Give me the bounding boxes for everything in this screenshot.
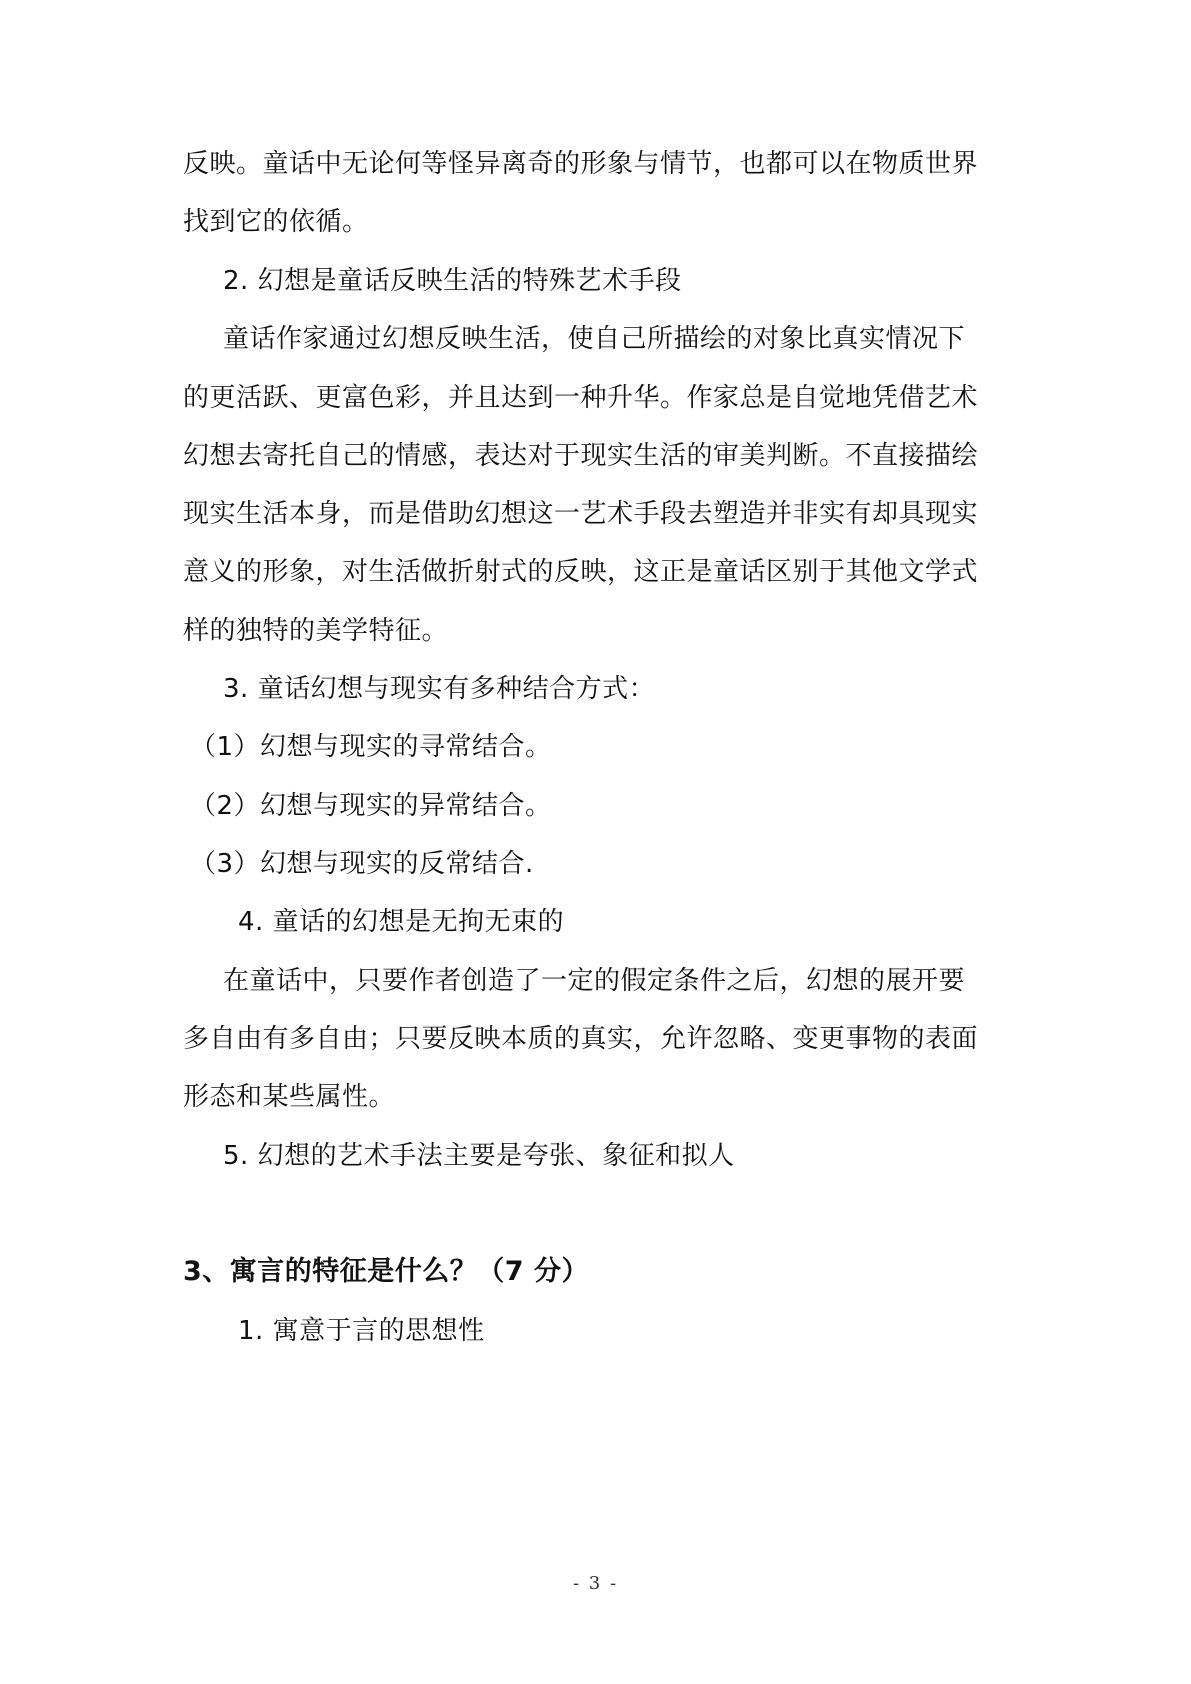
list-item-heading: 2. 幻想是童话反映生活的特殊艺术手段 <box>223 266 682 296</box>
paragraph-line: 样的独特的美学特征。 <box>183 616 449 646</box>
list-item-heading: 3. 童话幻想与现实有多种结合方式： <box>223 674 656 704</box>
paragraph-line: 找到它的依循。 <box>183 207 369 237</box>
list-item-heading: 1. 寓意于言的思想性 <box>238 1316 485 1346</box>
sub-list-item: （3）幻想与现实的反常结合. <box>190 849 534 879</box>
question-heading: 3、寓言的特征是什么？（7 分） <box>183 1256 589 1287</box>
paragraph-line: 幻想去寄托自己的情感，表达对于现实生活的审美判断。不直接描绘 <box>183 441 979 471</box>
paragraph-line: 现实生活本身，而是借助幻想这一艺术手段去塑造并非实有却具现实 <box>183 499 979 529</box>
paragraph-line: 意义的形象，对生活做折射式的反映，这正是童话区别于其他文学式 <box>183 557 979 587</box>
paragraph-line: 反映。童话中无论何等怪异离奇的形象与情节，也都可以在物质世界 <box>183 149 979 179</box>
paragraph-line: 童话作家通过幻想反映生活，使自己所描绘的对象比真实情况下 <box>223 324 966 354</box>
sub-list-item: （1）幻想与现实的寻常结合。 <box>190 732 552 762</box>
paragraph-line: 多自由有多自由；只要反映本质的真实，允许忽略、变更事物的表面 <box>183 1024 979 1054</box>
paragraph-line: 形态和某些属性。 <box>183 1082 396 1112</box>
paragraph-line: 在童话中，只要作者创造了一定的假定条件之后，幻想的展开要 <box>223 966 966 996</box>
list-item-heading: 4. 童话的幻想是无拘无束的 <box>238 907 565 937</box>
page-number: - 3 - <box>572 1573 619 1594</box>
sub-list-item: （2）幻想与现实的异常结合。 <box>190 791 552 821</box>
list-item-heading: 5. 幻想的艺术手法主要是夸张、象征和拟人 <box>223 1141 735 1171</box>
paragraph-line: 的更活跃、更富色彩，并且达到一种升华。作家总是自觉地凭借艺术 <box>183 383 979 413</box>
